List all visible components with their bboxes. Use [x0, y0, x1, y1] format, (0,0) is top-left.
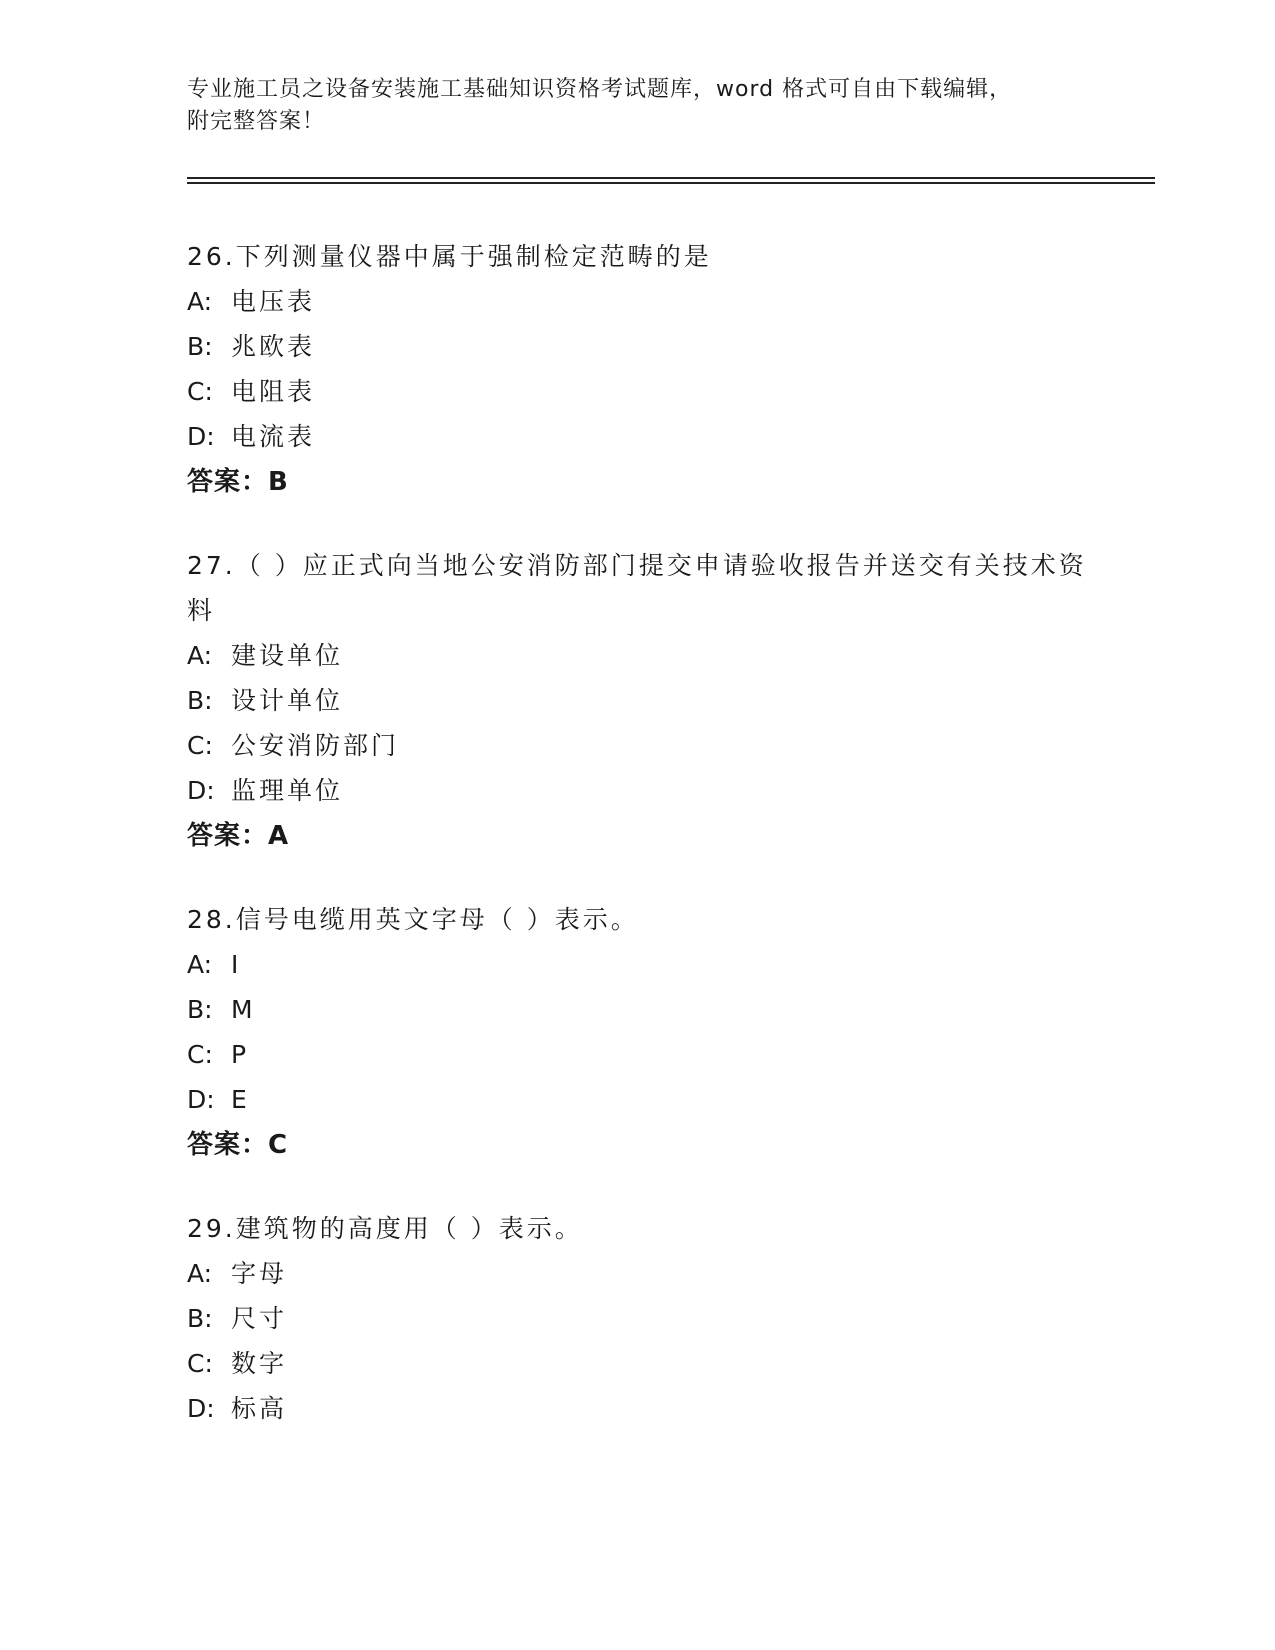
- option-text: 电阻表: [231, 377, 316, 406]
- option-a: [187, 633, 1087, 678]
- option-b: [187, 1296, 1087, 1341]
- answer-label: 答案：C: [187, 1130, 289, 1160]
- option-letter: C:: [187, 731, 213, 760]
- header-divider-bottom: [187, 182, 1155, 184]
- option-b: [187, 324, 1087, 369]
- option-text: 标高: [231, 1394, 288, 1423]
- option-d: [187, 414, 1087, 459]
- option-text: 设计单位: [231, 686, 344, 715]
- option-c: [187, 369, 1087, 414]
- option-letter: A:: [187, 1259, 213, 1288]
- option-letter: A:: [187, 287, 213, 316]
- option-text: 尺寸: [231, 1304, 288, 1333]
- option-c: [187, 723, 1087, 768]
- option-text: 字母: [231, 1259, 288, 1288]
- question-stem: 27.（ ）应正式向当地公安消防部门提交申请验收报告并送交有关技术资料: [187, 551, 1087, 625]
- option-letter: D:: [187, 1394, 215, 1423]
- question-26: [187, 234, 1087, 505]
- question-stem: 29.建筑物的高度用（ ）表示。: [187, 1214, 583, 1243]
- option-text: 电压表: [231, 287, 316, 316]
- option-b: [187, 678, 1087, 723]
- option-a: [187, 279, 1087, 324]
- document-header: [187, 74, 1087, 138]
- question-27: [187, 543, 1087, 859]
- question-29: [187, 1206, 1087, 1431]
- option-text: 兆欧表: [231, 332, 316, 361]
- option-letter: B:: [187, 995, 213, 1024]
- option-text: 监理单位: [231, 776, 344, 805]
- option-a: [187, 942, 1087, 987]
- option-letter: A:: [187, 641, 213, 670]
- option-text: 电流表: [231, 422, 316, 451]
- option-c: [187, 1341, 1087, 1386]
- option-d: [187, 768, 1087, 813]
- question-stem: 28.信号电缆用英文字母（ ）表示。: [187, 905, 639, 934]
- option-letter: C:: [187, 377, 213, 406]
- option-letter: D:: [187, 422, 215, 451]
- header-line-2: 附完整答案！: [187, 109, 326, 134]
- question-28: [187, 897, 1087, 1168]
- option-letter: C:: [187, 1349, 213, 1378]
- option-letter: B:: [187, 686, 213, 715]
- option-letter: D:: [187, 776, 215, 805]
- option-letter: B:: [187, 1304, 213, 1333]
- option-letter: A:: [187, 950, 213, 979]
- question-list: [187, 234, 1087, 1469]
- option-text: 数字: [231, 1349, 288, 1378]
- option-letter: C:: [187, 1040, 213, 1069]
- option-d: [187, 1386, 1087, 1431]
- header-line-1: 专业施工员之设备安装施工基础知识资格考试题库，word 格式可自由下载编辑，: [187, 77, 1013, 102]
- answer-label: 答案：B: [187, 467, 289, 497]
- option-d: [187, 1077, 1087, 1122]
- option-text: I: [231, 950, 242, 979]
- option-text: 建设单位: [231, 641, 344, 670]
- option-text: M: [231, 995, 256, 1024]
- option-text: P: [231, 1040, 250, 1069]
- option-c: [187, 1032, 1087, 1077]
- question-stem: 26.下列测量仪器中属于强制检定范畴的是: [187, 242, 712, 271]
- option-text: E: [231, 1085, 250, 1114]
- option-text: 公安消防部门: [231, 731, 400, 760]
- option-letter: B:: [187, 332, 213, 361]
- option-b: [187, 987, 1087, 1032]
- option-a: [187, 1251, 1087, 1296]
- option-letter: D:: [187, 1085, 215, 1114]
- answer-label: 答案：A: [187, 821, 290, 851]
- header-divider-top: [187, 177, 1155, 179]
